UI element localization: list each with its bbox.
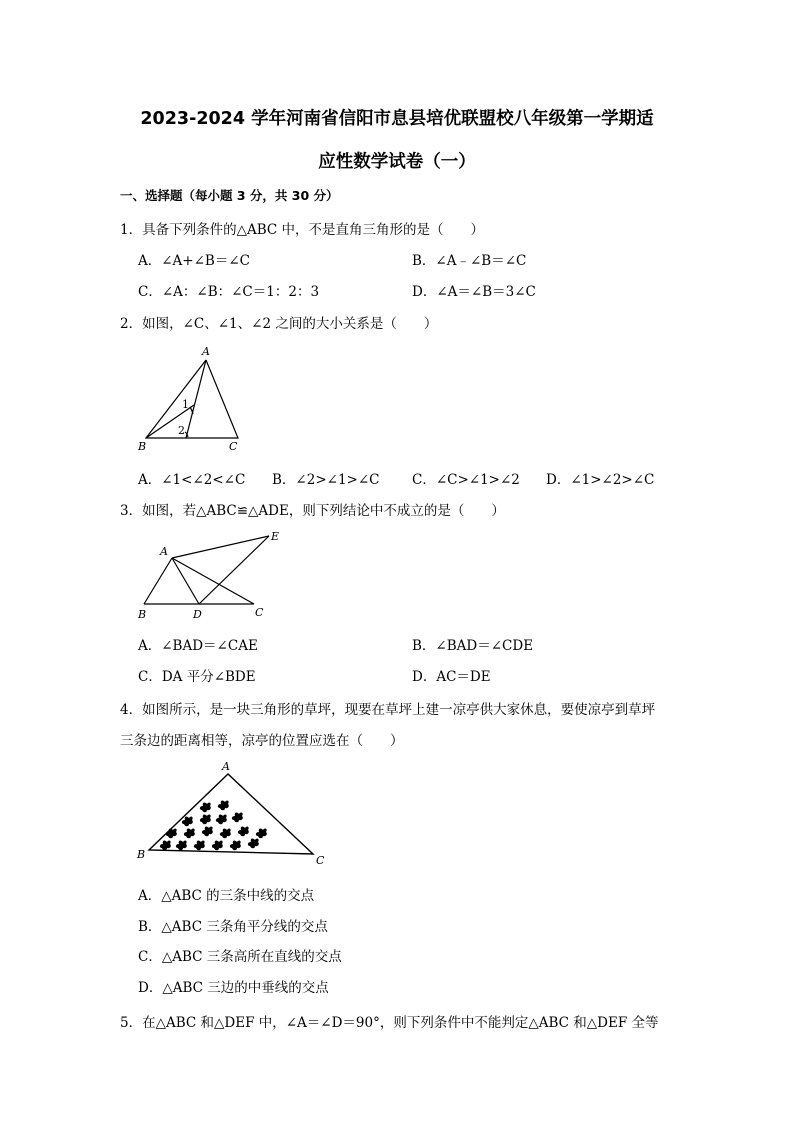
question-4-option-b: B．△ABC 三条角平分线的交点 — [138, 919, 328, 935]
q3-label-c: C — [255, 606, 264, 619]
question-4-stem-line2: 三条边的距离相等，凉亭的位置应选在（ ） — [120, 733, 404, 749]
question-4-stem-line1: 4．如图所示，是一块三角形的草坪，现要在草坪上建一凉亭供大家休息，要使凉亭到草坪 — [120, 702, 656, 718]
question-1-option-c: C．∠A：∠B：∠C＝1：2：3 — [138, 284, 320, 300]
q2-label-a: A — [202, 345, 210, 358]
section-heading: 一、选择题（每小题 3 分，共 30 分） — [120, 188, 339, 203]
q2-label-1: 1 — [182, 398, 189, 411]
question-3-option-a: A．∠BAD＝∠CAE — [138, 638, 258, 654]
question-2-option-c: C．∠C>∠1>∠2 — [412, 472, 520, 488]
question-2-option-d: D．∠1>∠2>∠C — [546, 472, 655, 488]
exam-title-line1: 2023-2024 学年河南省信阳市息县培优联盟校八年级第一学期适 — [140, 109, 654, 129]
q2-label-2: 2 — [178, 424, 185, 437]
q4-label-b: B — [137, 848, 146, 861]
question-2-option-a: A．∠1<∠2<∠C — [138, 472, 246, 488]
question-4-option-c: C．△ABC 三条高所在直线的交点 — [138, 949, 342, 965]
question-4-option-d: D．△ABC 三边的中垂线的交点 — [138, 980, 329, 996]
question-1-option-d: D．∠A＝∠B＝3∠C — [412, 284, 536, 300]
q3-label-d: D — [193, 608, 202, 621]
q4-label-a: A — [222, 760, 230, 773]
question-3-figure — [132, 526, 292, 622]
question-3-option-d: D．AC＝DE — [412, 669, 491, 685]
question-1-stem: 1．具备下列条件的△ABC 中，不是直角三角形的是（ ） — [120, 222, 485, 238]
q3-label-a: A — [160, 545, 168, 558]
q4-label-c: C — [316, 854, 325, 867]
question-1-option-a: A．∠A+∠B＝∠C — [138, 253, 250, 269]
q3-label-e: E — [271, 530, 280, 543]
q3-label-b: B — [138, 608, 147, 621]
question-5-stem: 5．在△ABC 和△DEF 中，∠A＝∠D＝90°，则下列条件中不能判定△ABC 和△DEF 全等 — [120, 1015, 659, 1031]
question-1-option-b: B．∠A﹣∠B＝∠C — [412, 253, 527, 269]
q2-label-c: C — [229, 440, 238, 453]
question-3-option-c: C．DA 平分∠BDE — [138, 669, 256, 685]
exam-title-line2: 应性数学试卷（一） — [318, 152, 476, 172]
question-2-figure — [132, 340, 252, 455]
question-2-option-b: B．∠2>∠1>∠C — [272, 472, 380, 488]
question-4-option-a: A．△ABC 的三条中线的交点 — [138, 888, 315, 904]
question-3-stem: 3．如图，若△ABC≌△ADE，则下列结论中不成立的是（ ） — [120, 503, 505, 519]
question-4-figure — [132, 756, 332, 870]
question-3-option-b: B．∠BAD＝∠CDE — [412, 638, 534, 654]
grass-tufts — [160, 801, 267, 851]
question-2-stem: 2．如图，∠C、∠1、∠2 之间的大小关系是（ ） — [120, 316, 438, 332]
q2-label-b: B — [138, 440, 147, 453]
